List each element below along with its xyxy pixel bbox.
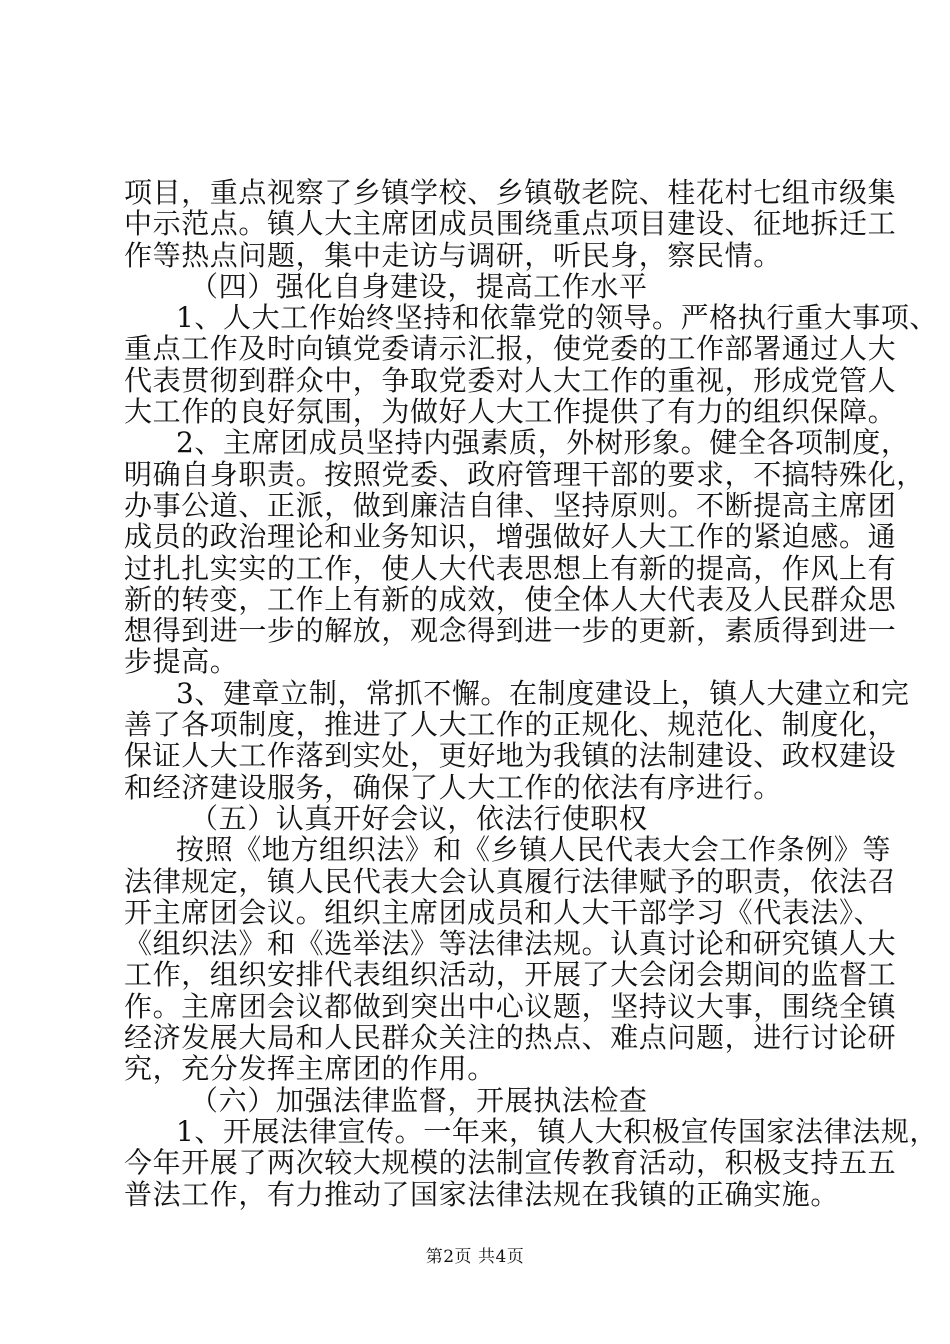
body-line: 按照《地方组织法》和《乡镇人民代表大会工作条例》等 (176, 833, 892, 867)
body-line: 工作，组织安排代表组织活动，开展了大会闭会期间的监督工 (124, 958, 897, 992)
section-heading: （六）加强法律监督，开展执法检查 (190, 1083, 648, 1117)
body-line: 作。主席团会议都做到突出中心议题，坚持议大事，围绕全镇 (124, 989, 897, 1023)
body-line: 究，充分发挥主席团的作用。 (124, 1052, 496, 1086)
document-body (124, 176, 939, 1211)
body-line: 新的转变，工作上有新的成效，使全体人大代表及人民群众思 (124, 582, 897, 616)
body-line: 开主席团会议。组织主席团成员和人大干部学习《代表法》、 (124, 895, 883, 929)
body-line: 办事公道、正派，做到廉洁自律、坚持原则。不断提高主席团 (124, 488, 897, 522)
body-line: 过扎扎实实的工作，使人大代表思想上有新的提高，作风上有 (124, 551, 897, 585)
section-heading: （四）强化自身建设，提高工作水平 (190, 269, 648, 303)
body-line: 善了各项制度，推进了人大工作的正规化、规范化、制度化， (124, 708, 897, 742)
body-line: 成员的政治理论和业务知识，增强做好人大工作的紧迫感。通 (124, 520, 897, 554)
body-line: 作等热点问题，集中走访与调研，听民身，察民情。 (124, 238, 782, 272)
body-line: 今年开展了两次较大规模的法制宣传教育活动，积极支持五五 (124, 1146, 897, 1180)
body-line: 项目，重点视察了乡镇学校、乡镇敬老院、桂花村七组市级集 (124, 176, 897, 209)
page-footer: 第2页 共4页 (425, 1247, 525, 1267)
body-line: 3、建章立制，常抓不懈。在制度建设上，镇人大建立和完 (176, 676, 910, 710)
body-line: 2、主席团成员坚持内强素质，外树形象。健全各项制度， (176, 426, 910, 460)
body-line: 1、人大工作始终坚持和依靠党的领导。严格执行重大事项、 (176, 301, 939, 335)
body-line: 中示范点。镇人大主席团成员围绕重点项目建设、征地拆迁工 (124, 207, 897, 241)
body-line: 重点工作及时向镇党委请示汇报，使党委的工作部署通过人大 (124, 332, 897, 366)
body-line: 想得到进一步的解放，观念得到进一步的更新，素质得到进一 (124, 614, 897, 648)
body-line: 普法工作，有力推动了国家法律法规在我镇的正确实施。 (124, 1177, 840, 1211)
body-line: 经济发展大局和人民群众关注的热点、难点问题，进行讨论研 (124, 1021, 897, 1055)
body-line: 和经济建设服务，确保了人大工作的依法有序进行。 (124, 770, 782, 804)
body-line: 《组织法》和《选举法》等法律法规。认真讨论和研究镇人大 (124, 927, 897, 961)
section-heading: （五）认真开好会议，依法行使职权 (190, 801, 648, 835)
body-line: 法律规定，镇人民代表大会认真履行法律赋予的职责，依法召 (124, 864, 897, 898)
body-line: 保证人大工作落到实处，更好地为我镇的法制建设、政权建设 (124, 739, 897, 773)
body-line: 代表贯彻到群众中，争取党委对人大工作的重视，形成党管人 (124, 363, 897, 397)
body-line: 大工作的良好氛围，为做好人大工作提供了有力的组织保障。 (124, 395, 897, 429)
body-line: 步提高。 (124, 645, 239, 679)
body-line: 明确自身职责。按照党委、政府管理干部的要求，不搞特殊化， (124, 457, 925, 491)
body-line: 1、开展法律宣传。一年来，镇人大积极宣传国家法律法规， (176, 1114, 939, 1148)
